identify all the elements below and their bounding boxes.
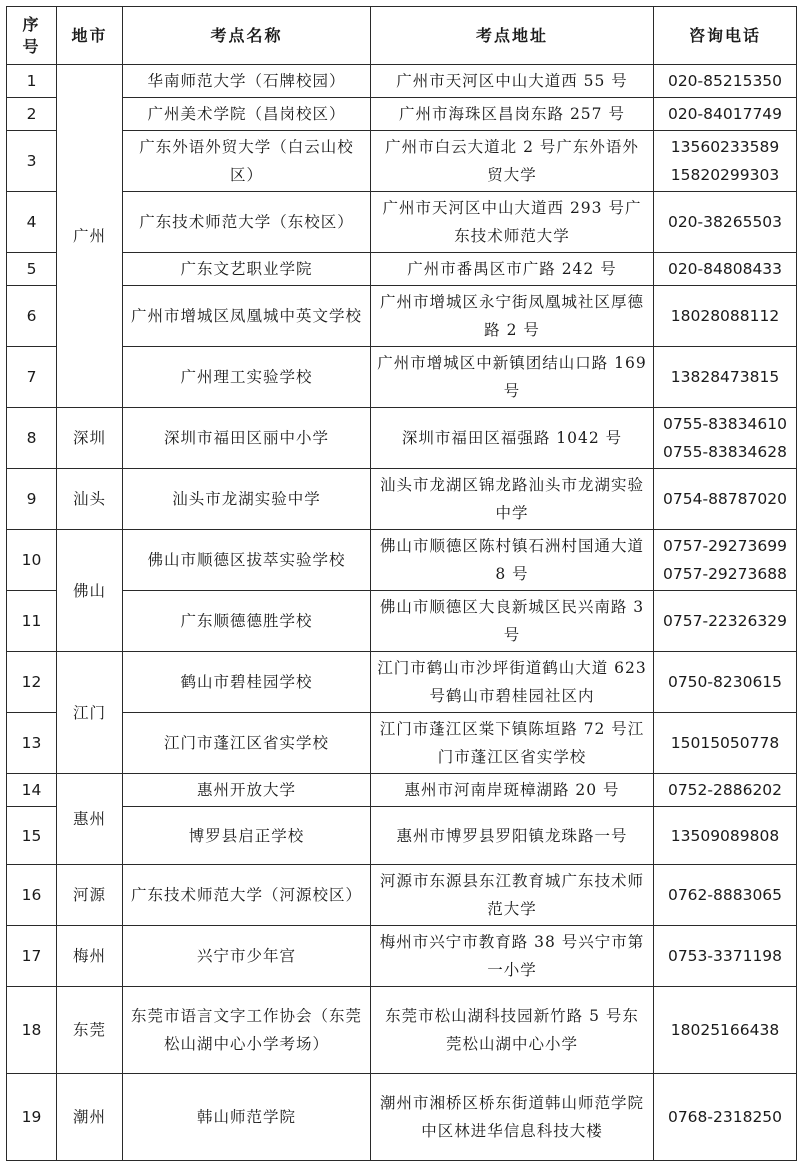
cell-site-address: 广州市天河区中山大道西 293 号广东技术师范大学 [371,192,654,253]
phone-number: 0762-8883065 [667,886,783,904]
table-row [7,530,797,591]
cell-seq: 7 [7,347,57,408]
phone-number: 0753-3371198 [667,947,783,965]
table-row [7,591,797,652]
cell-site-name: 广东外语外贸大学（白云山校区） [123,131,371,192]
phone-number: 0757-22326329 [663,612,787,630]
cell-seq: 15 [7,807,57,865]
cell-site-name: 广东技术师范大学（河源校区） [123,865,371,926]
table-row [7,286,797,347]
exam-site-table [6,6,797,1161]
cell-phone [654,131,797,192]
cell-seq: 2 [7,98,57,131]
cell-site-address: 深圳市福田区福强路 1042 号 [371,408,654,469]
table-row [7,469,797,530]
cell-site-name: 博罗县启正学校 [123,807,371,865]
table-row [7,987,797,1074]
cell-phone [654,286,797,347]
table-row [7,65,797,98]
table-row [7,98,797,131]
cell-site-address: 佛山市顺德区大良新城区民兴南路 3 号 [371,591,654,652]
cell-seq: 12 [7,652,57,713]
cell-seq: 3 [7,131,57,192]
phone-number: 020-84017749 [667,105,783,123]
cell-city: 潮州 [57,1074,123,1161]
table-row [7,408,797,469]
cell-seq: 14 [7,774,57,807]
phone-number: 020-38265503 [667,213,783,231]
cell-seq: 5 [7,253,57,286]
cell-site-address: 东莞市松山湖科技园新竹路 5 号东莞松山湖中心小学 [371,987,654,1074]
cell-phone [654,192,797,253]
cell-site-name: 广州市增城区凤凰城中英文学校 [123,286,371,347]
header-name: 考点名称 [123,7,371,65]
cell-city: 江门 [57,652,123,774]
phone-number: 0768-2318250 [667,1108,783,1126]
header-phone: 咨询电话 [654,7,797,65]
header-address: 考点地址 [371,7,654,65]
table-body [7,65,797,1161]
cell-site-address: 河源市东源县东江教育城广东技术师范大学 [371,865,654,926]
cell-site-address: 梅州市兴宁市教育路 38 号兴宁市第一小学 [371,926,654,987]
cell-site-address: 惠州市河南岸斑樟湖路 20 号 [371,774,654,807]
phone-number: 0755-83834628 [663,443,787,461]
cell-site-name: 韩山师范学院 [123,1074,371,1161]
cell-seq: 6 [7,286,57,347]
table-row [7,347,797,408]
table-row [7,774,797,807]
table-row [7,253,797,286]
cell-site-name: 深圳市福田区丽中小学 [123,408,371,469]
cell-phone [654,591,797,652]
cell-seq: 17 [7,926,57,987]
phone-number: 13509089808 [670,826,780,845]
header-seq: 序号 [7,7,57,65]
cell-site-name: 兴宁市少年宫 [123,926,371,987]
cell-city: 东莞 [57,987,123,1074]
cell-city: 深圳 [57,408,123,469]
table-row [7,713,797,774]
table-row [7,1074,797,1161]
cell-phone [654,530,797,591]
cell-seq: 11 [7,591,57,652]
cell-site-name: 鹤山市碧桂园学校 [123,652,371,713]
cell-site-name: 华南师范大学（石牌校园） [123,65,371,98]
cell-seq: 18 [7,987,57,1074]
phone-number: 15820299303 [670,166,780,184]
cell-site-name: 汕头市龙湖实验中学 [123,469,371,530]
table-row [7,131,797,192]
phone-number: 13828473815 [670,368,780,386]
cell-site-name: 广州理工实验学校 [123,347,371,408]
cell-phone [654,774,797,807]
cell-phone [654,253,797,286]
phone-number: 15015050778 [670,734,780,752]
header-row [7,7,797,65]
cell-city: 惠州 [57,774,123,865]
cell-phone [654,713,797,774]
cell-phone [654,408,797,469]
phone-number: 0754-88787020 [663,490,787,508]
cell-phone [654,865,797,926]
cell-site-name: 广东文艺职业学院 [123,253,371,286]
phone-number: 0755-83834610 [663,415,787,433]
table-row [7,865,797,926]
cell-phone [654,1074,797,1161]
cell-site-address: 潮州市湘桥区桥东街道韩山师范学院中区林进华信息科技大楼 [371,1074,654,1161]
cell-phone [654,65,797,98]
cell-seq: 13 [7,713,57,774]
cell-city: 汕头 [57,469,123,530]
cell-site-address: 广州市增城区永宁街凤凰城社区厚德路 2 号 [371,286,654,347]
cell-site-address: 广州市增城区中新镇团结山口路 169 号 [371,347,654,408]
cell-site-name: 东莞市语言文字工作协会（东莞松山湖中心小学考场） [123,987,371,1074]
cell-site-address: 广州市番禺区市广路 242 号 [371,253,654,286]
cell-phone [654,652,797,713]
cell-site-address: 惠州市博罗县罗阳镇龙珠路一号 [371,807,654,865]
cell-site-address: 广州市天河区中山大道西 55 号 [371,65,654,98]
cell-phone [654,987,797,1074]
cell-phone [654,98,797,131]
phone-number: 13560233589 [670,138,780,156]
cell-site-name: 江门市蓬江区省实学校 [123,713,371,774]
cell-phone [654,926,797,987]
cell-site-address: 江门市鹤山市沙坪街道鹤山大道 623 号鹤山市碧桂园社区内 [371,652,654,713]
phone-number: 0757-29273688 [663,565,787,583]
cell-phone [654,347,797,408]
cell-seq: 4 [7,192,57,253]
cell-site-address: 广州市白云大道北 2 号广东外语外贸大学 [371,131,654,192]
cell-seq: 8 [7,408,57,469]
phone-number: 020-85215350 [667,72,783,90]
cell-site-name: 广州美术学院（昌岗校区） [123,98,371,131]
table-row [7,652,797,713]
cell-site-address: 广州市海珠区昌岗东路 257 号 [371,98,654,131]
cell-seq: 16 [7,865,57,926]
cell-site-address: 佛山市顺德区陈村镇石洲村国通大道 8 号 [371,530,654,591]
cell-seq: 1 [7,65,57,98]
cell-site-name: 广东技术师范大学（东校区） [123,192,371,253]
phone-number: 0750-8230615 [667,673,783,691]
cell-city: 广州 [57,65,123,408]
cell-site-address: 汕头市龙湖区锦龙路汕头市龙湖实验中学 [371,469,654,530]
table-row [7,807,797,865]
header-city: 地市 [57,7,123,65]
cell-phone [654,807,797,865]
table-row [7,926,797,987]
cell-site-address: 江门市蓬江区棠下镇陈垣路 72 号江门市蓬江区省实学校 [371,713,654,774]
table-row [7,192,797,253]
phone-number: 18025166438 [670,1021,780,1039]
cell-seq: 9 [7,469,57,530]
cell-seq: 10 [7,530,57,591]
cell-site-name: 广东顺德德胜学校 [123,591,371,652]
cell-city: 佛山 [57,530,123,652]
phone-number: 18028088112 [670,307,780,325]
cell-seq: 19 [7,1074,57,1161]
cell-phone [654,469,797,530]
cell-site-name: 惠州开放大学 [123,774,371,807]
cell-site-name: 佛山市顺德区拔萃实验学校 [123,530,371,591]
phone-number: 0752-2886202 [667,781,783,799]
phone-number: 0757-29273699 [663,537,787,555]
cell-city: 梅州 [57,926,123,987]
phone-number: 020-84808433 [667,260,783,278]
cell-city: 河源 [57,865,123,926]
